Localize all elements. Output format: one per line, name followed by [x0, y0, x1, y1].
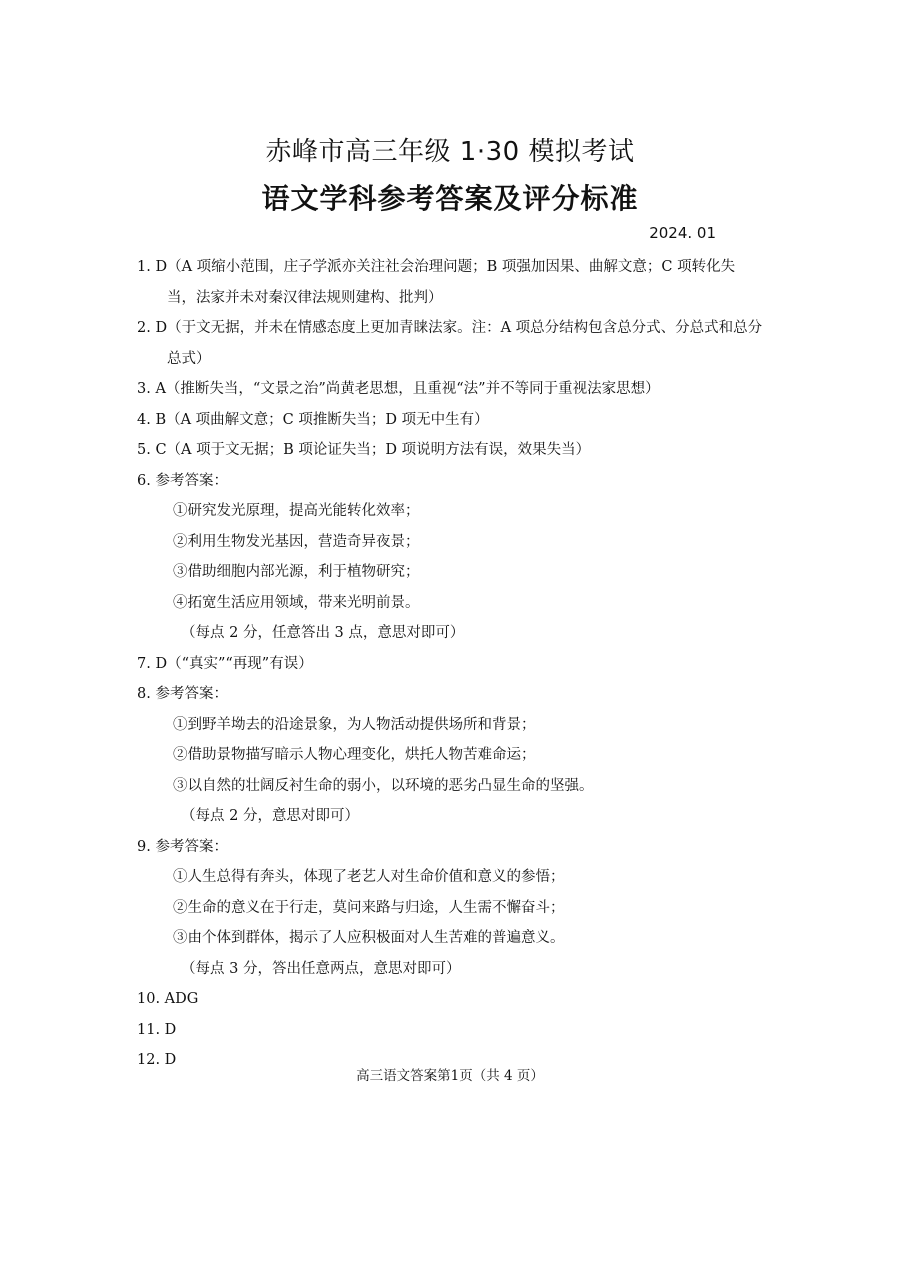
answer-5: 5. C（A 项于文无据；B 项论证失当；D 项说明方法有误，效果失当） — [137, 442, 591, 458]
page-footer: 高三语文答案第1页（共 4 页） — [356, 1068, 544, 1084]
answer-6-point: ①研究发光原理，提高光能转化效率； — [173, 503, 420, 519]
answer-9-scoring-note: （每点 3 分，答出任意两点，意思对即可） — [181, 960, 461, 977]
answer-6-heading: 6. 参考答案： — [137, 472, 228, 489]
answer-9-heading: 9. 参考答案： — [137, 838, 228, 855]
answer-8-heading: 8. 参考答案： — [137, 686, 228, 702]
document-subtitle: 语文学科参考答案及评分标准 — [261, 182, 639, 215]
answer-7: 7. D（“真实”“再现”有误） — [137, 655, 313, 672]
answer-2-line-1: 2. D（于文无据，并未在情感态度上更加青睐法家。注：A 项总分结构包含总分式、分总式和总分 — [137, 320, 763, 336]
answer-10: 10. ADG — [137, 991, 199, 1007]
answer-4: 4. B（A 项曲解文意；C 项推断失当；D 项无中生有） — [137, 411, 489, 428]
answer-3: 3. A（推断失当，“文景之治”尚黄老思想，且重视“法”并不等同于重视法家思想） — [137, 381, 660, 397]
answer-9-point: ②生命的意义在于行走，莫问来路与归途，人生需不懈奋斗； — [173, 899, 565, 916]
answer-8-scoring-note: （每点 2 分，意思对即可） — [181, 808, 359, 824]
answer-6-point: ④拓宽生活应用领域，带来光明前景。 — [173, 594, 420, 611]
answer-11: 11. D — [137, 1021, 177, 1038]
answer-6-point: ③借助细胞内部光源，利于植物研究； — [173, 564, 420, 580]
answer-9-point: ③由个体到群体，揭示了人应积极面对人生苦难的普遍意义。 — [173, 930, 565, 946]
answer-2-line-2: 总式） — [167, 350, 211, 367]
answer-8-point: ②借助景物描写暗示人物心理变化，烘托人物苦难命运； — [173, 747, 536, 763]
document-date: 2024. 01 — [649, 224, 716, 242]
answer-6-point: ②利用生物发光基因，营造奇异夜景； — [173, 533, 420, 550]
exam-title: 赤峰市高三年级 1·30 模拟考试 — [265, 137, 635, 167]
answer-8-point: ③以自然的壮阔反衬生命的弱小，以环境的恶劣凸显生命的坚强。 — [173, 777, 594, 794]
answer-6-scoring-note: （每点 2 分，任意答出 3 点，意思对即可） — [181, 625, 465, 641]
answer-list — [137, 252, 777, 1076]
answer-1-line-1: 1. D（A 项缩小范围，庄子学派亦关注社会治理问题；B 项强加因果、曲解文意；C 项转化失 — [137, 259, 736, 275]
answer-12: 12. D — [137, 1052, 177, 1068]
answer-1-line-2: 当，法家并未对秦汉律法规则建构、批判） — [167, 289, 443, 306]
answer-8-point: ①到野羊坳去的沿途景象，为人物活动提供场所和背景； — [173, 716, 536, 733]
answer-9-point: ①人生总得有奔头，体现了老艺人对生命价值和意义的参悟； — [173, 869, 565, 885]
